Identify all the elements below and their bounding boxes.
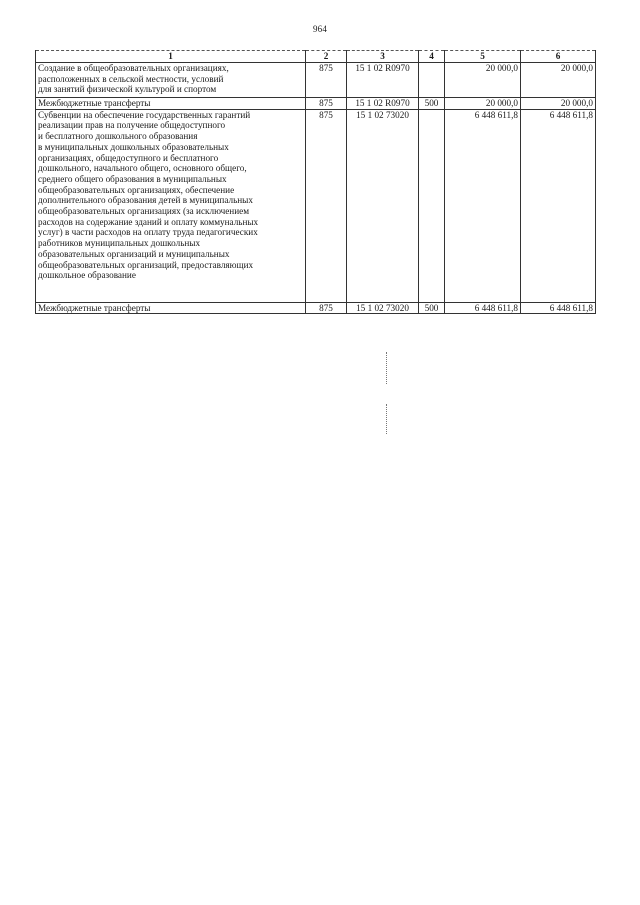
row-type bbox=[419, 63, 445, 98]
row-name: Создание в общеобразовательных организациях, расположенных в сельской местности, условий для занятий физической культурой и спортом bbox=[36, 63, 306, 98]
row-target: 15 1 02 R0970 bbox=[347, 98, 419, 110]
col-header-2: 2 bbox=[306, 51, 347, 63]
scan-artifact-mark bbox=[386, 352, 387, 384]
row-sum-1: 6 448 611,8 bbox=[445, 109, 521, 302]
row-code: 875 bbox=[306, 109, 347, 302]
row-sum-2: 20 000,0 bbox=[521, 63, 596, 98]
budget-table bbox=[35, 50, 596, 314]
row-target: 15 1 02 73020 bbox=[347, 302, 419, 314]
row-type: 500 bbox=[419, 302, 445, 314]
header-row bbox=[36, 51, 596, 63]
row-name: Субвенции на обеспечение государственных гарантий реализации прав на получение общедоступного и бесплатного дошкольного образования в муниципальных дошкольных образовательных организациях, общедоступного и бесплатного дошкольного, начального общего, основного общего, среднего общего образования в муниципальных общеобразовательных организациях, обеспечение дополнительного образования детей в муниципальных общеобразовательных организациях (за исключением расходов на содержание зданий и оплату коммунальных услуг) в части расходов на оплату труда педагогических работников муниципальных дошкольных образовательных организаций и муниципальных общеобразовательных организаций, предоставляющих дошкольное образование bbox=[36, 109, 306, 302]
row-code: 875 bbox=[306, 302, 347, 314]
row-sum-1: 20 000,0 bbox=[445, 63, 521, 98]
row-type: 500 bbox=[419, 98, 445, 110]
col-header-5: 5 bbox=[445, 51, 521, 63]
row-code: 875 bbox=[306, 98, 347, 110]
table-row bbox=[36, 63, 596, 98]
row-target: 15 1 02 R0970 bbox=[347, 63, 419, 98]
page-number: 964 bbox=[312, 24, 328, 34]
row-name: Межбюджетные трансферты bbox=[36, 302, 306, 314]
col-header-4: 4 bbox=[419, 51, 445, 63]
row-target: 15 1 02 73020 bbox=[347, 109, 419, 302]
table-row bbox=[36, 302, 596, 314]
col-header-1: 1 bbox=[36, 51, 306, 63]
row-sum-2: 20 000,0 bbox=[521, 98, 596, 110]
row-sum-2: 6 448 611,8 bbox=[521, 109, 596, 302]
row-sum-2: 6 448 611,8 bbox=[521, 302, 596, 314]
scan-artifact-mark bbox=[386, 404, 387, 434]
row-sum-1: 20 000,0 bbox=[445, 98, 521, 110]
row-type bbox=[419, 109, 445, 302]
table-row bbox=[36, 109, 596, 302]
row-name: Межбюджетные трансферты bbox=[36, 98, 306, 110]
col-header-3: 3 bbox=[347, 51, 419, 63]
row-code: 875 bbox=[306, 63, 347, 98]
row-sum-1: 6 448 611,8 bbox=[445, 302, 521, 314]
table-row bbox=[36, 98, 596, 110]
col-header-6: 6 bbox=[521, 51, 596, 63]
